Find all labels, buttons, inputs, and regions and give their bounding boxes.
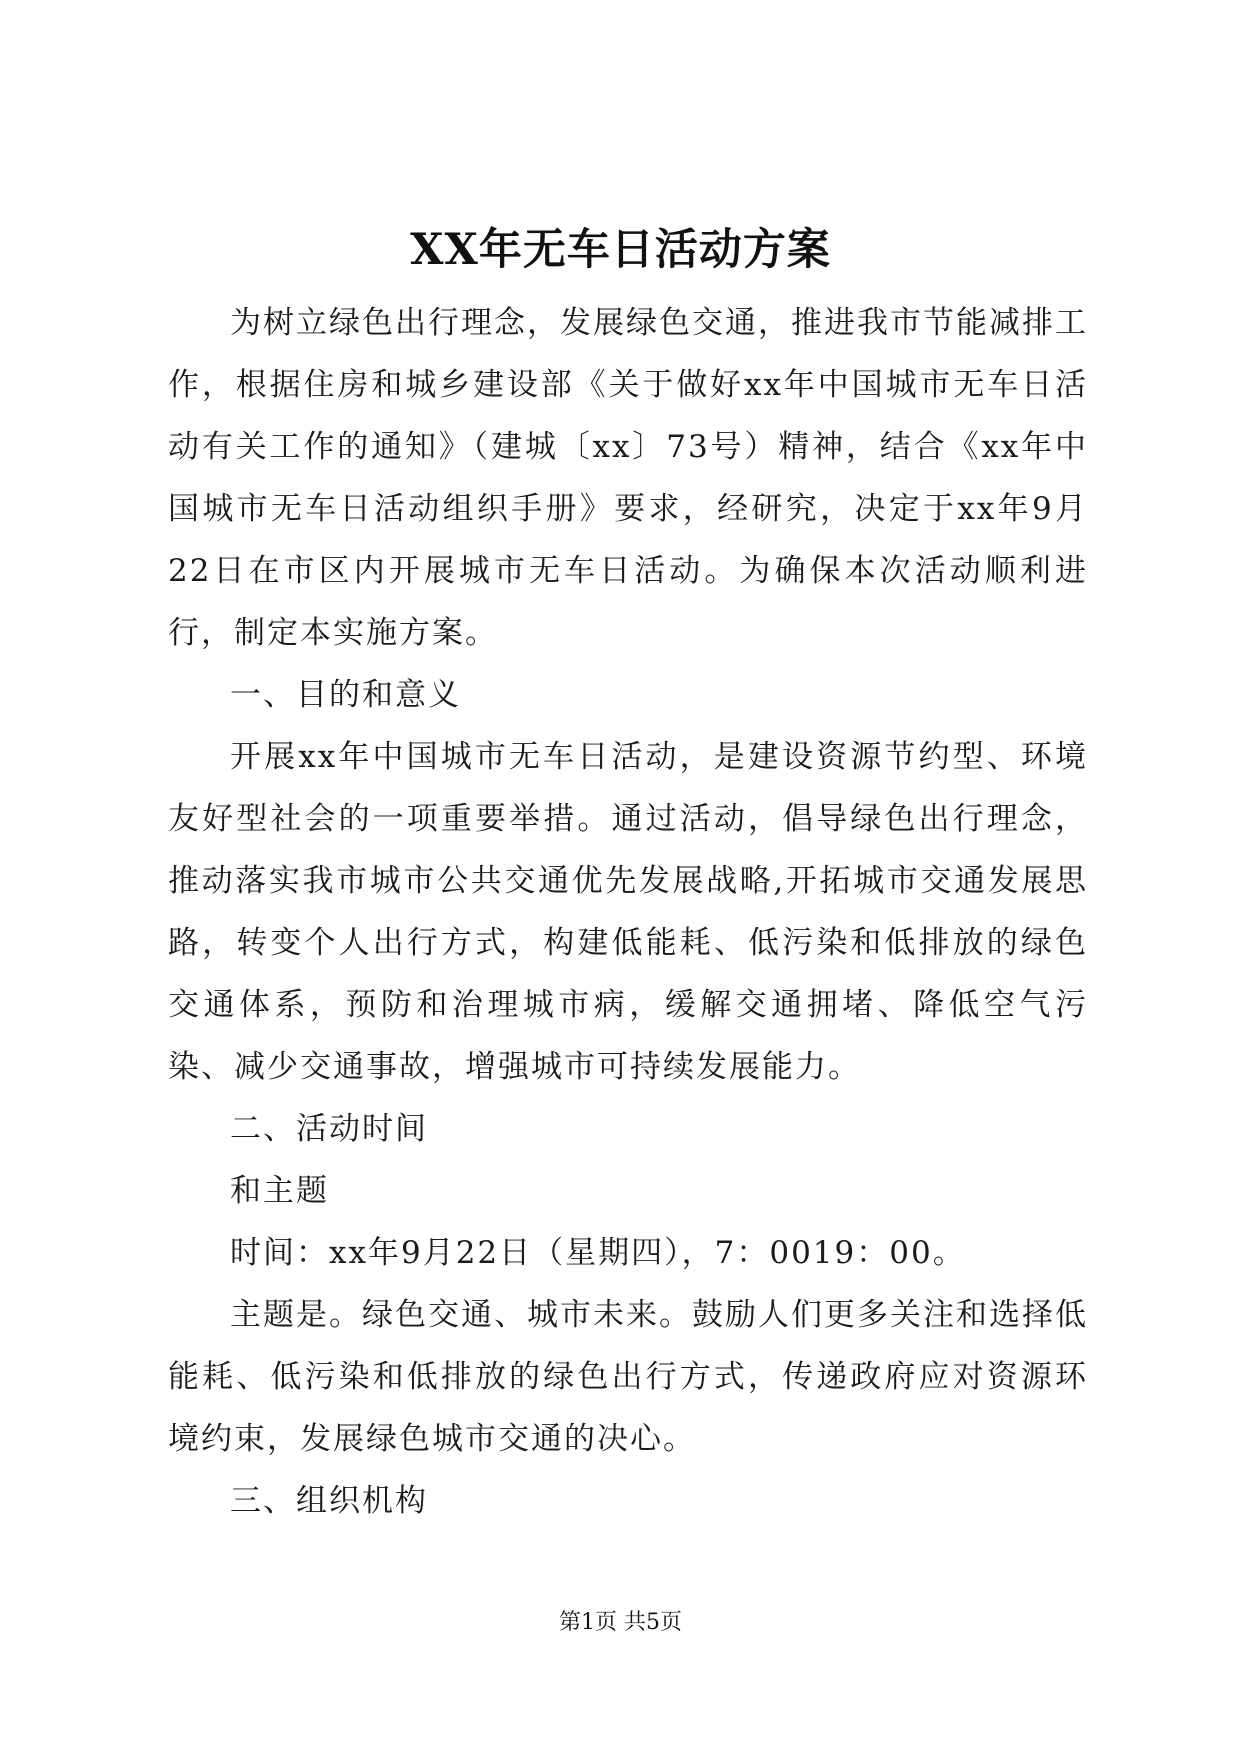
intro-paragraph: 为树立绿色出行理念，发展绿色交通，推进我市节能减排工作，根据住房和城乡建设部《关于做好xx年中国城市无车日活动有关工作的通知》（建城〔xx〕73号）精神，结合《xx年中国城市无车日活动组织手册》要求，经研究，决定于xx年9月22日在市区内开展城市无车日活动。为确保本次活动顺利进行，制定本实施方案。 bbox=[168, 305, 1088, 651]
time-paragraph: 时间：xx年9月22日（星期四），7：0019：00。 bbox=[230, 1235, 966, 1271]
theme-paragraph: 主题是。绿色交通、城市未来。鼓励人们更多关注和选择低能耗、低污染和低排放的绿色出行方式，传递政府应对资源环境约束，发展绿色城市交通的决心。 bbox=[168, 1297, 1088, 1457]
page-indicator: 第1页 共5页 bbox=[559, 1610, 682, 1635]
section-heading-theme: 和主题 bbox=[230, 1173, 329, 1209]
document-title: XX年无车日活动方案 bbox=[410, 225, 831, 275]
section-heading-organization: 三、组织机构 bbox=[230, 1483, 428, 1519]
section-heading-purpose: 一、目的和意义 bbox=[230, 677, 461, 713]
purpose-paragraph: 开展xx年中国城市无车日活动，是建设资源节约型、环境友好型社会的一项重要举措。通过活动，倡导绿色出行理念，推动落实我市城市公共交通优先发展战略,开拓城市交通发展思路，转变个人出行方式，构建低能耗、低污染和低排放的绿色交通体系，预防和治理城市病，缓解交通拥堵、降低空气污染、减少交通事故，增强城市可持续发展能力。 bbox=[168, 739, 1088, 1085]
section-heading-time: 二、活动时间 bbox=[230, 1111, 428, 1147]
document-body bbox=[168, 292, 1088, 1532]
